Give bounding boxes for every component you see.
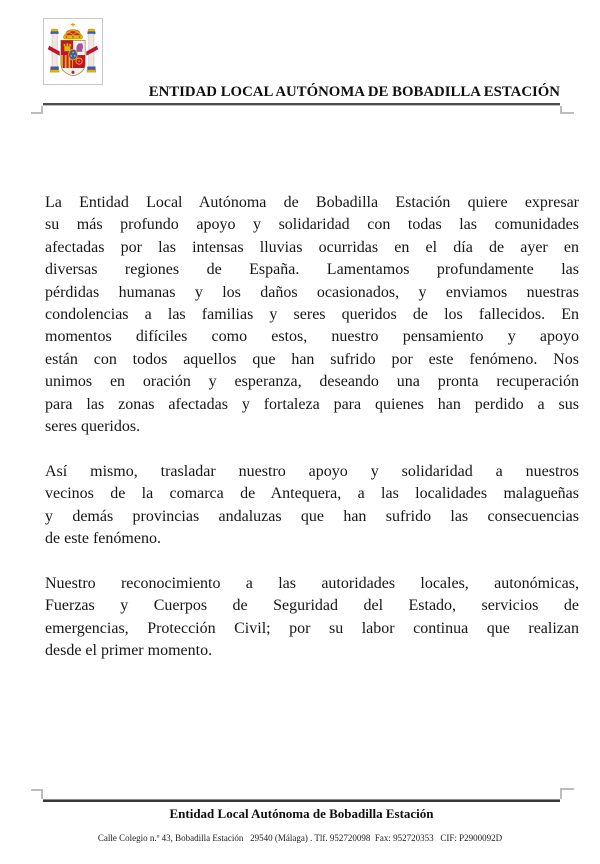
paragraph — [45, 573, 579, 663]
footer-address: Calle Colegio n.º 43, Bobadilla Estación 29540 (Málaga) . Tlf. 952720098 Fax: 952720353 CIF: P2900092D — [97, 833, 503, 843]
body-line: su más profundo apoyo y solidaridad con todas las comunidades — [45, 216, 579, 234]
body-line: de este fenómeno. — [45, 530, 161, 548]
footer-rule — [43, 799, 560, 802]
header-title: ENTIDAD LOCAL AUTÓNOMA DE BOBADILLA ESTACIÓN — [148, 84, 560, 100]
spanish-coat-of-arms-icon — [47, 22, 99, 82]
body-line: para las zonas afectadas y fortaleza para quienes han perdido a sus — [45, 395, 579, 413]
body-line: unimos en oración y esperanza, deseando una pronta recuperación — [45, 373, 579, 391]
body-line: emergencias, Protección Civil; por su labor continua que realizan — [45, 619, 579, 637]
body-line: seres queridos. — [45, 418, 141, 436]
body-line: diversas regiones de España. Lamentamos profundamente las — [45, 261, 579, 279]
header-rule — [43, 103, 560, 105]
body-line: afectadas por las intensas lluvias ocurridas en el día de ayer en — [45, 238, 579, 256]
body-line: vecinos de la comarca de Antequera, a las localidades malagueñas — [45, 485, 579, 503]
body-line: desde el primer momento. — [45, 642, 213, 660]
body-line: y demás provincias andaluzas que han sufrido las consecuencias — [45, 507, 579, 525]
table-corner-mark — [31, 106, 43, 114]
body-line: Así mismo, trasladar nuestro apoyo y solidaridad a nuestros — [45, 462, 579, 480]
body-line: La Entidad Local Autónoma de Bobadilla Estación quiere expresar — [45, 194, 579, 211]
footer-title: Entidad Local Autónoma de Bobadilla Estación — [169, 806, 434, 821]
document-body — [45, 192, 579, 663]
body-line: están con todos aquellos que han sufrido por este fenómeno. Nos — [45, 350, 579, 368]
body-line: momentos difíciles como estos, nuestro pensamiento y apoyo — [45, 328, 579, 346]
paragraph — [45, 192, 579, 438]
body-line: Fuerzas y Cuerpos de Seguridad del Estado, servicios de — [45, 597, 579, 615]
coat-of-arms-logo — [43, 18, 103, 85]
paragraph — [45, 461, 579, 551]
body-line: condolencias a las familias y seres queridos de los fallecidos. En — [45, 306, 579, 324]
table-corner-mark — [560, 788, 574, 799]
table-corner-mark — [31, 789, 43, 799]
body-line: pérdidas humanas y los daños ocasionados, y enviamos nuestras — [45, 283, 579, 301]
body-line: Nuestro reconocimiento a las autoridades locales, autonómicas, — [45, 574, 579, 592]
table-corner-mark — [560, 106, 574, 114]
